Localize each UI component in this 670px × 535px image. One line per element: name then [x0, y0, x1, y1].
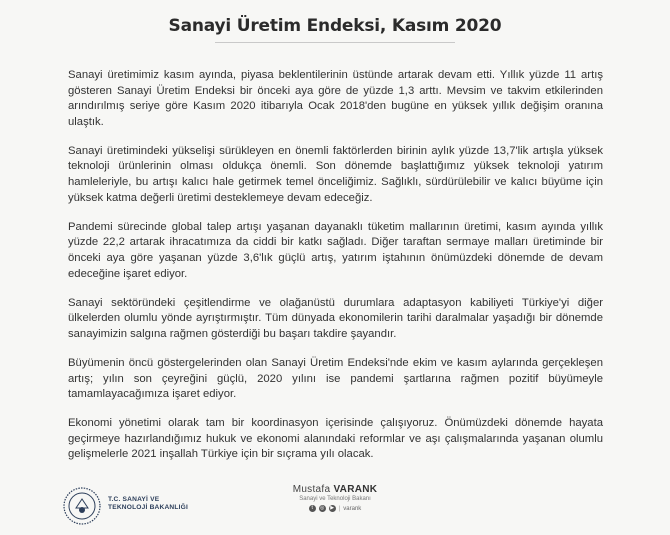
title-divider [215, 42, 455, 43]
document-title: Sanayi Üretim Endeksi, Kasım 2020 [168, 16, 502, 36]
social-separator: | [338, 505, 341, 512]
document-body [68, 68, 603, 476]
signer-last-name: VARANK [333, 484, 378, 495]
ministry-seal-icon [62, 486, 102, 526]
paragraph-3: Pandemi sürecinde global talep artışı yaşanan dayanaklı tüketim mallarının üretimi, kasım ayında yıllık yüzde 22,2 artarak ihracatımıza da ciddi bir katkı sağladı. Diğer taraftan sermaye malları üretiminde bir önceki aya göre yaşanan yüzde 3,6'lık güçlü artış, yatırım iştahının önümüzdeki dönemde de devam edeceğine işaret ediyor. [68, 220, 603, 280]
signer-name [230, 484, 440, 495]
paragraph-4: Sanayi sektöründeki çeşitlendirme ve olağanüstü durumlara adaptasyon kabiliyeti Türkiye'yi diğer ülkelerden olumlu yönde ayrıştırmıştır. Tüm dünyada ekonomilerin tarihi daralmalar yaşadığı bir dönemde sanayimizin salgına rağmen gösterdiği bu başarı takdire şayandır. [68, 296, 603, 340]
paragraph-2: Sanayi üretimindeki yükselişi sürükleyen en önemli faktörlerden birinin aylık yüzde 13,7'lik artışla yüksek teknoloji ürünlerinin olması oldukça önemli. Son dönemde başlattığımız yüksek teknoloji yatırım hamleleriyle, bu artışı kalıcı hale getirmek temel önceliğimiz. Sağlıklı, sürdürülebilir ve kalıcı büyüme için yüksek katma değerli üretimi desteklemeye devam edeceğiz. [68, 144, 603, 204]
paragraph-6: Ekonomi yönetimi olarak tam bir koordinasyon içerisinde çalışıyoruz. Önümüzdeki dönemde hayata geçirmeye hazırlandığımız hukuk ve ekonomi alanındaki reformlar ve aşı çalışmalarında yaşanan olumlu gelişmelerle 2021 inşallah Türkiye için bir sıçrama yılı olacak. [68, 417, 603, 461]
signer-first-name: Mustafa [292, 484, 331, 495]
signature-block [230, 484, 440, 512]
document-footer [0, 478, 670, 535]
instagram-icon: ◎ [320, 505, 325, 511]
social-handle: varank [343, 505, 362, 512]
paragraph-5: Büyümenin öncü göstergelerinden olan Sanayi Üretim Endeksi'nde ekim ve kasım aylarında gerçekleşen artış; yılın son çeyreğini güçlü, 2020 yılını ise pandemi şartlarına rağmen pozitif büyümeyle tamamlayacağımıza işaret ediyor. [68, 356, 603, 401]
social-links [230, 505, 440, 512]
ministry-line-2: TEKNOLOJİ BAKANLIĞI [108, 504, 188, 511]
signer-role: Sanayi ve Teknoloji Bakanı [299, 496, 371, 502]
youtube-icon: ▶ [330, 505, 335, 511]
ministry-name [108, 496, 188, 512]
twitter-icon: t [309, 505, 316, 512]
ministry-line-1: T.C. SANAYİ VE [108, 496, 160, 503]
paragraph-1: Sanayi üretimimiz kasım ayında, piyasa beklentilerinin üstünde artarak devam etti. Yıllık yüzde 11 artış gösteren Sanayi Üretim Endeksi bir önceki aya göre de yüzde 1,3 arttı. Mevsim ve takvim etkilerinden arındırılmış seriye göre Kasım 2020 itibarıyla Ocak 2018'den bugüne en yüksek yıllık değişim oranına ulaştık. [68, 69, 603, 128]
